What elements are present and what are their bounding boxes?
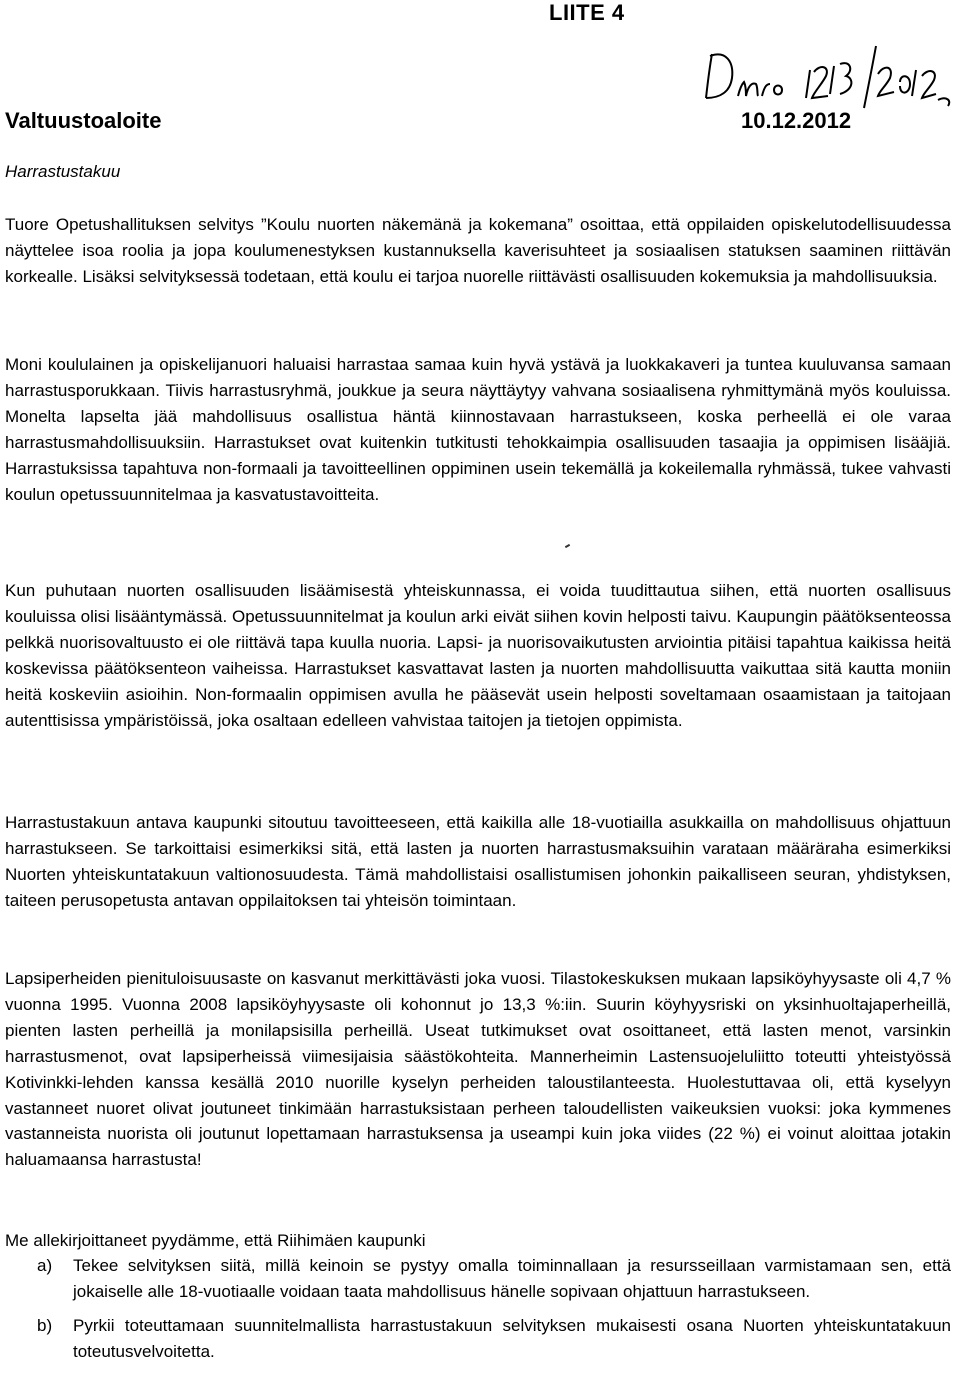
- list-item-text: Pyrkii toteuttamaan suunnitelmallista harrastustakuun selvityksen mukaisesti osana Nuorten yhteiskuntatakuun toteutusvelvoitetta.: [73, 1315, 951, 1361]
- document-subtitle: Harrastustakuu: [5, 162, 121, 181]
- body-paragraph: Kun puhutaan nuorten osallisuuden lisäämisestä yhteiskunnassa, ei voida tuudittautua siihen, että nuorten osallisuus kouluissa olisi lisääntymässä. Opetussuunnitelmat ja koulun arki eivät siihen kovin helposti taivu. Kaupungin päätöksenteossa pelkkä nuorisovaltuusto ei ole riittävä tapa kuulla nuoria. Lapsi- ja nuorisovaikutusten arviointia pitäisi tapahtua kaikissa heitä koskevissa päätöksenteon vaiheissa. Harrastukset kasvattavat lasten ja nuorten mahdollisuutta vaikuttaa sitä kautta moniin heitä koskeviin asioihin. Non-formaalin oppimisen avulla he pääsevät usein helposti soveltamaan osaamistaan ja taitojaan autenttisissa ympäristöissä, joka osaltaan edelleen vahvistaa taitojen ja tietojen oppimista.: [5, 581, 951, 730]
- list-marker: a): [37, 1256, 53, 1275]
- list-marker: b): [37, 1315, 53, 1335]
- body-paragraph: Lapsiperheiden pienituloisuusaste on kasvanut merkittävästi joka vuosi. Tilastokeskuksen mukaan lapsiköyhyysaste oli 4,7 % vuonna 1995. Vuonna 2008 lapsiköyhyysaste oli kohonnut jo 13,3 %:iin. Suurin köyhyysriski on yksinhuoltajaperheillä, pienten lasten perheillä ja monilapsisilla perheillä. Useat tutkimukset ovat osoittaneet, että lasten menot, varsinkin harrastusmenot, ovat lapsiperheissä viimesijaisia säästökohteita. Mannerheimin Lastensuojeluliitto toteutti yhteistyössä Kotivinkki-lehden kanssa kesällä 2010 nuorille kyselyn perheiden taloustilanteesta. Huolestuttavaa oli, että kyselyyn vastanneet nuoret olivat joutuneet tinkimään harrastuksistaan perheen taloudellisten vaikeuksien vuoksi: joka kymmenes vastanneista nuorista oli joutunut lopettamaan harrastuksensa ja useampi kuin joka viides (22 %) ei voinut aloittaa jotakin haluamaansa harrastusta!: [5, 969, 951, 1170]
- stray-pen-mark: [565, 544, 570, 548]
- body-paragraph: Harrastustakuun antava kaupunki sitoutuu tavoitteeseen, että kaikilla alle 18-vuotiailla asukkailla on mahdollisuus ohjattuun harrastukseen. Se tarkoittaisi esimerkiksi sitä, että lasten ja nuorten harrastusmaksuihin varataan määräraha esimerkiksi Nuorten yhteiskuntatakuun valtionosuudesta. Tämä mahdollistaisi osallistumisen johonkin paikalliseen seuran, yhdistyksen, taiteen perusopetusta antavan oppilaitoksen tai yhteisön toimintaan.: [5, 813, 951, 910]
- list-item: [5, 1253, 951, 1305]
- document-date: 10.12.2012: [741, 108, 852, 133]
- body-paragraph: Tuore Opetushallituksen selvitys ”Koulu nuorten näkemänä ja kokemana” osoittaa, että oppilaiden opiskelutodellisuudessa näyttelee isoa roolia ja jopa koulumenestyksen kustannuksella kaverisuhteet ja sosiaalisen statuksen saaminen riittävän korkealle. Lisäksi selvityksessä todetaan, että koulu ei tarjoa nuorelle riittävästi osallisuuden kokemuksia ja mahdollisuuksia.: [5, 215, 951, 286]
- list-item-text: Tekee selvityksen siitä, millä keinoin se pystyy omalla toiminnallaan ja resursseillaan varmistamaan sen, että jokaiselle alle 18-vuotiaalle voidaan taata mahdollisuus hänelle sopivaan ohjattuun harrastukseen.: [73, 1256, 951, 1301]
- body-paragraph: Moni koululainen ja opiskelijanuori haluaisi harrastaa samaa kuin hyvä ystävä ja luokkakaveri ja tuntea kuuluvansa samaan harrastusporukkaan. Tiivis harrastusryhmä, joukkue ja seura näyttäytyy vahvana sosiaalisena ryhmittymänä myös kouluissa. Monelta lapselta jää mahdollisuus osallistua häntä kiinnostavaan harrastukseen, koska perheellä ei ole varaa harrastusmahdollisuuksiin. Harrastukset ovat kuitenkin tutkitusti tehokkaimpia osallisuuden tasaajia ja oppimisen lisääjiä. Harrastuksissa tapahtuva non-formaali ja tavoitteellinen oppiminen usein tekemällä ja kokeilemalla ryhmässä, tukee vahvasti koulun opetussuunnitelmaa ja kasvatustavoitteita.: [5, 355, 951, 504]
- document-type: Valtuustoaloite: [5, 108, 162, 133]
- handwritten-registry-number: [700, 40, 960, 110]
- request-intro: Me allekirjoittaneet pyydämme, että Riihimäen kaupunki: [5, 1231, 426, 1250]
- list-item: [5, 1313, 951, 1365]
- request-list: [5, 1253, 951, 1373]
- attachment-label: LIITE 4: [549, 0, 625, 25]
